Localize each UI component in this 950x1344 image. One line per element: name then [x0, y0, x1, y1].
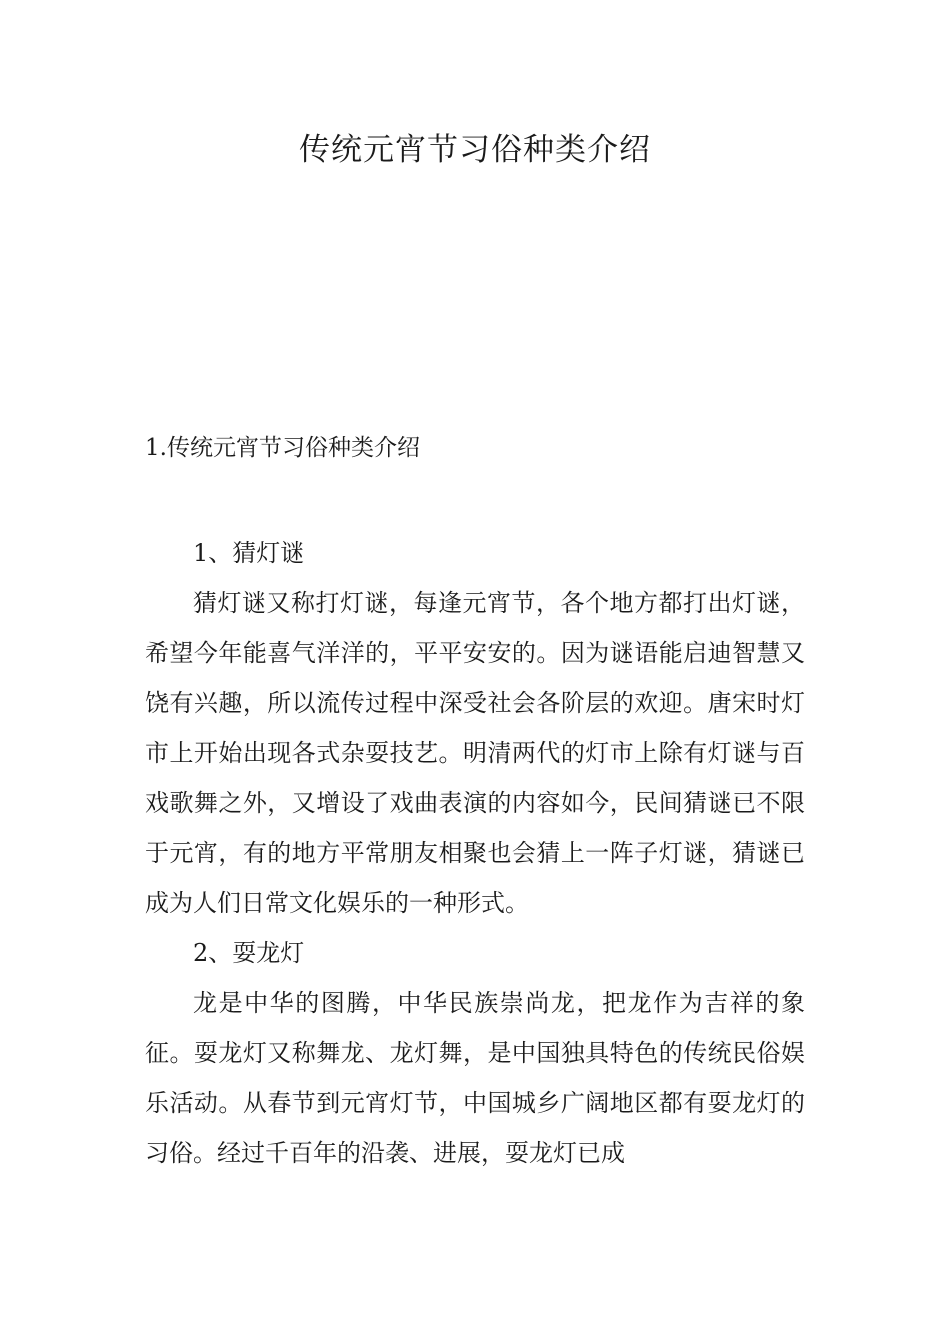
section-heading: 1.传统元宵节习俗种类介绍: [145, 435, 420, 461]
item-heading-lantern-riddles: 1、猜灯谜: [193, 539, 305, 567]
item-heading-dragon-lantern: 2、耍龙灯: [193, 939, 305, 967]
document-body: [145, 528, 805, 1178]
item-paragraph-dragon-lantern: 龙是中华的图腾，中华民族崇尚龙，把龙作为吉祥的象征。耍龙灯又称舞龙、龙灯舞，是中国独具特色的传统民俗娱乐活动。从春节到元宵灯节，中国城乡广阔地区都有耍龙灯的习俗。经过千百年的沿袭、进展，耍龙灯已成: [145, 989, 805, 1167]
item-paragraph-lantern-riddles: 猜灯谜又称打灯谜，每逢元宵节，各个地方都打出灯谜，希望今年能喜气洋洋的，平平安安的。因为谜语能启迪智慧又饶有兴趣，所以流传过程中深受社会各阶层的欢迎。唐宋时灯市上开始出现各式杂耍技艺。明清两代的灯市上除有灯谜与百戏歌舞之外，又增设了戏曲表演的内容如今，民间猜谜已不限于元宵，有的地方平常朋友相聚也会猜上一阵子灯谜，猜谜已成为人们日常文化娱乐的一种形式。: [145, 589, 805, 917]
document-title: 传统元宵节习俗种类介绍: [299, 132, 651, 168]
